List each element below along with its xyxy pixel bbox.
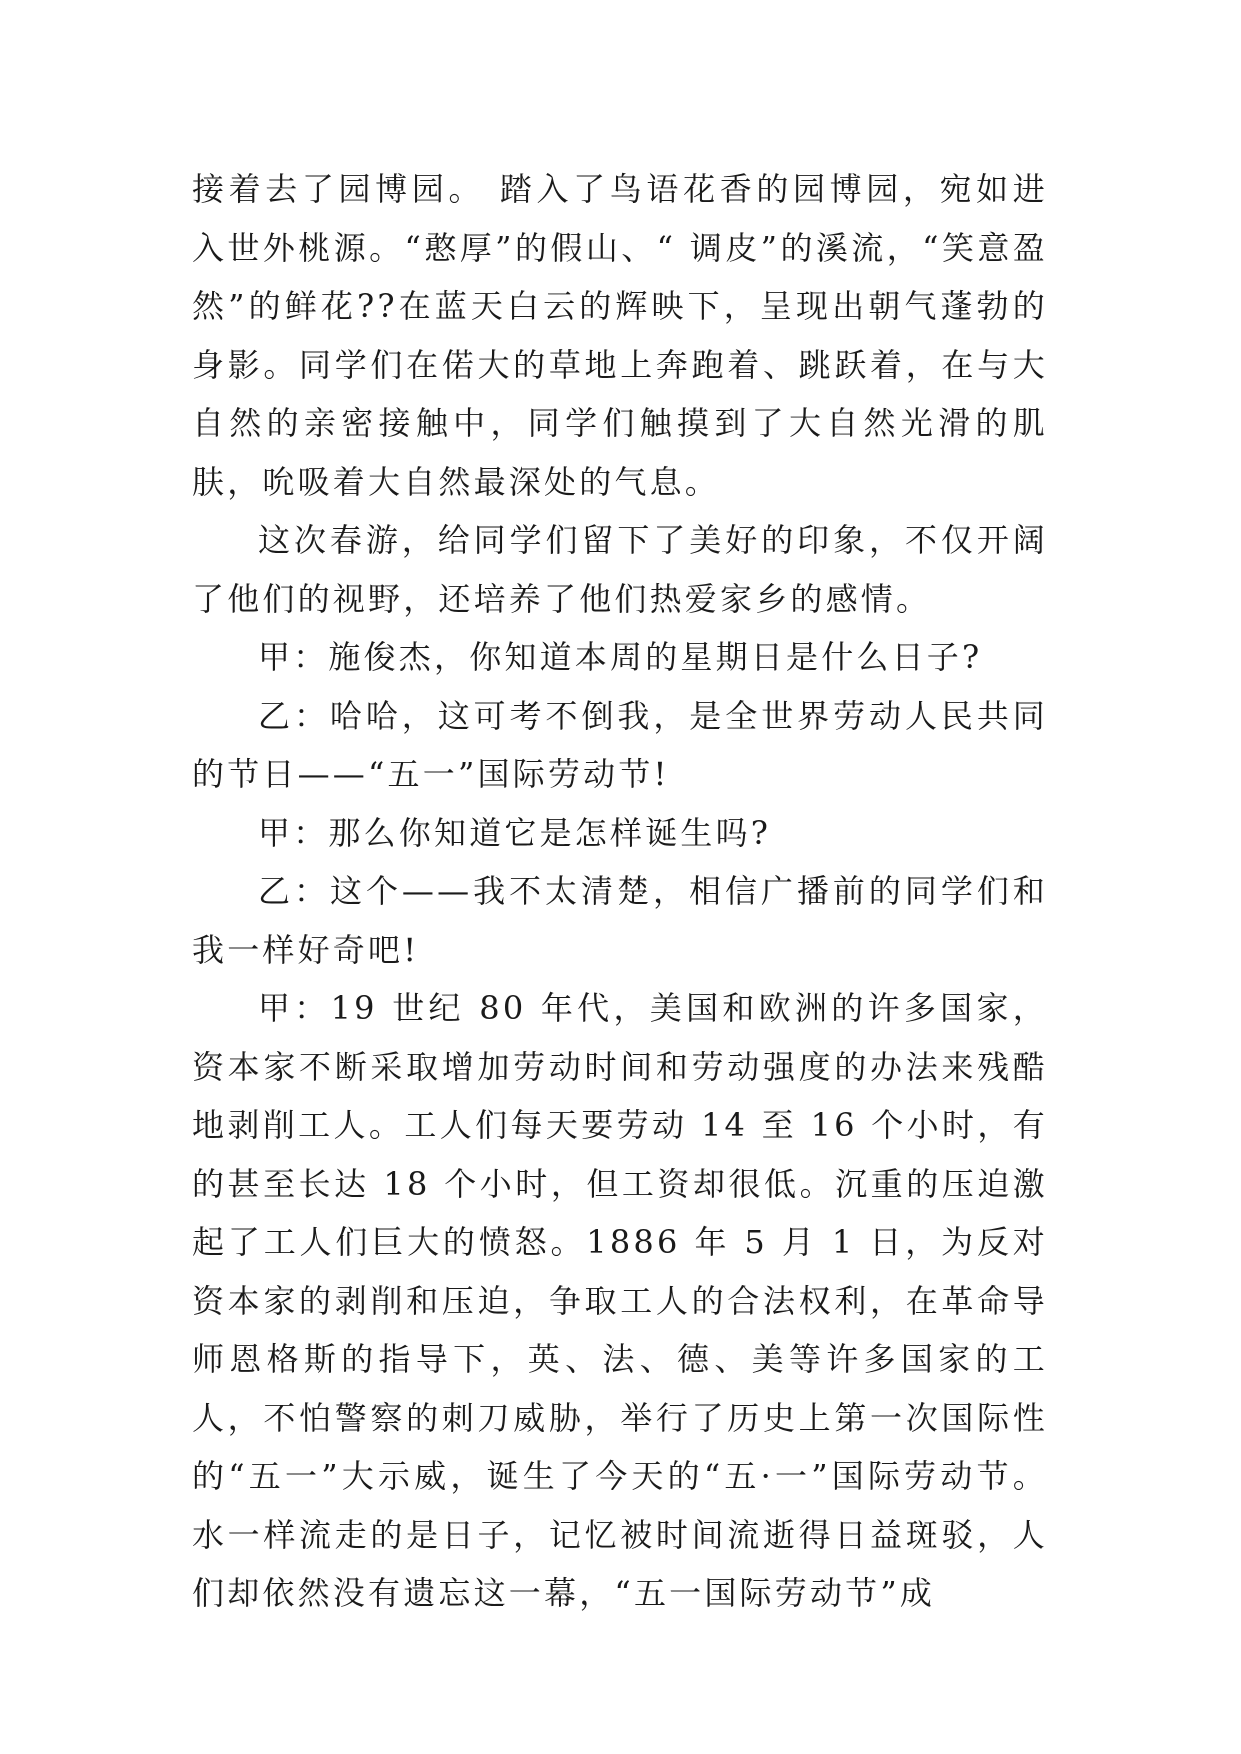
document-body (192, 160, 1048, 1623)
dialogue-line-yi-1: 乙：哈哈，这可考不倒我，是全世界劳动人民共同的节日——“五一”国际劳动节! (192, 696, 1048, 793)
paragraph-garden-visit: 接着去了园博园。 踏入了鸟语花香的园博园，宛如进入世外桃源。“憨厚”的假山、“ 调皮”的溪流，“笑意盈然”的鲜花??在蓝天白云的辉映下，呈现出朝气蓬勃的身影。同学们在偌大的草地上奔跑着、跳跃着，在与大自然的亲密接触中，同学们触摸到了大自然光滑的肌肤，吮吸着大自然最深处的气息。 (192, 170, 1048, 501)
dialogue-line-yi-2: 乙：这个——我不太清楚，相信广播前的同学们和我一样好奇吧! (192, 872, 1048, 969)
dialogue-line-jia-2: 甲：那么你知道它是怎样诞生吗? (258, 813, 772, 852)
dialogue-line-jia-1: 甲：施俊杰，你知道本周的星期日是什么日子? (258, 638, 983, 676)
dialogue-line-jia-3: 甲：19 世纪 80 年代，美国和欧洲的许多国家，资本家不断采取增加劳动时间和劳动强度的办法来残酷地剥削工人。工人们每天要劳动 14 至 16 个小时，有的甚至长达 18 个小时，但工资却很低。沉重的压迫激起了工人们巨大的愤怒。1886 年 5 月 1 日，为反对资本家的剥削和压迫，争取工人的合法权利，在革命导师恩格斯的指导下，英、法、德、美等许多国家的工人，不怕警察的刺刀威胁，举行了历史上第一次国际性的“五一”大示威，诞生了今天的“五·一”国际劳动节。水一样流走的是日子，记忆被时间流逝得日益斑驳，人们却依然没有遗忘这一幕，“五一国际劳动节”成 (192, 989, 1048, 1612)
paragraph-spring-outing-summary: 这次春游，给同学们留下了美好的印象，不仅开阔了他们的视野，还培养了他们热爱家乡的感情。 (192, 521, 1048, 618)
